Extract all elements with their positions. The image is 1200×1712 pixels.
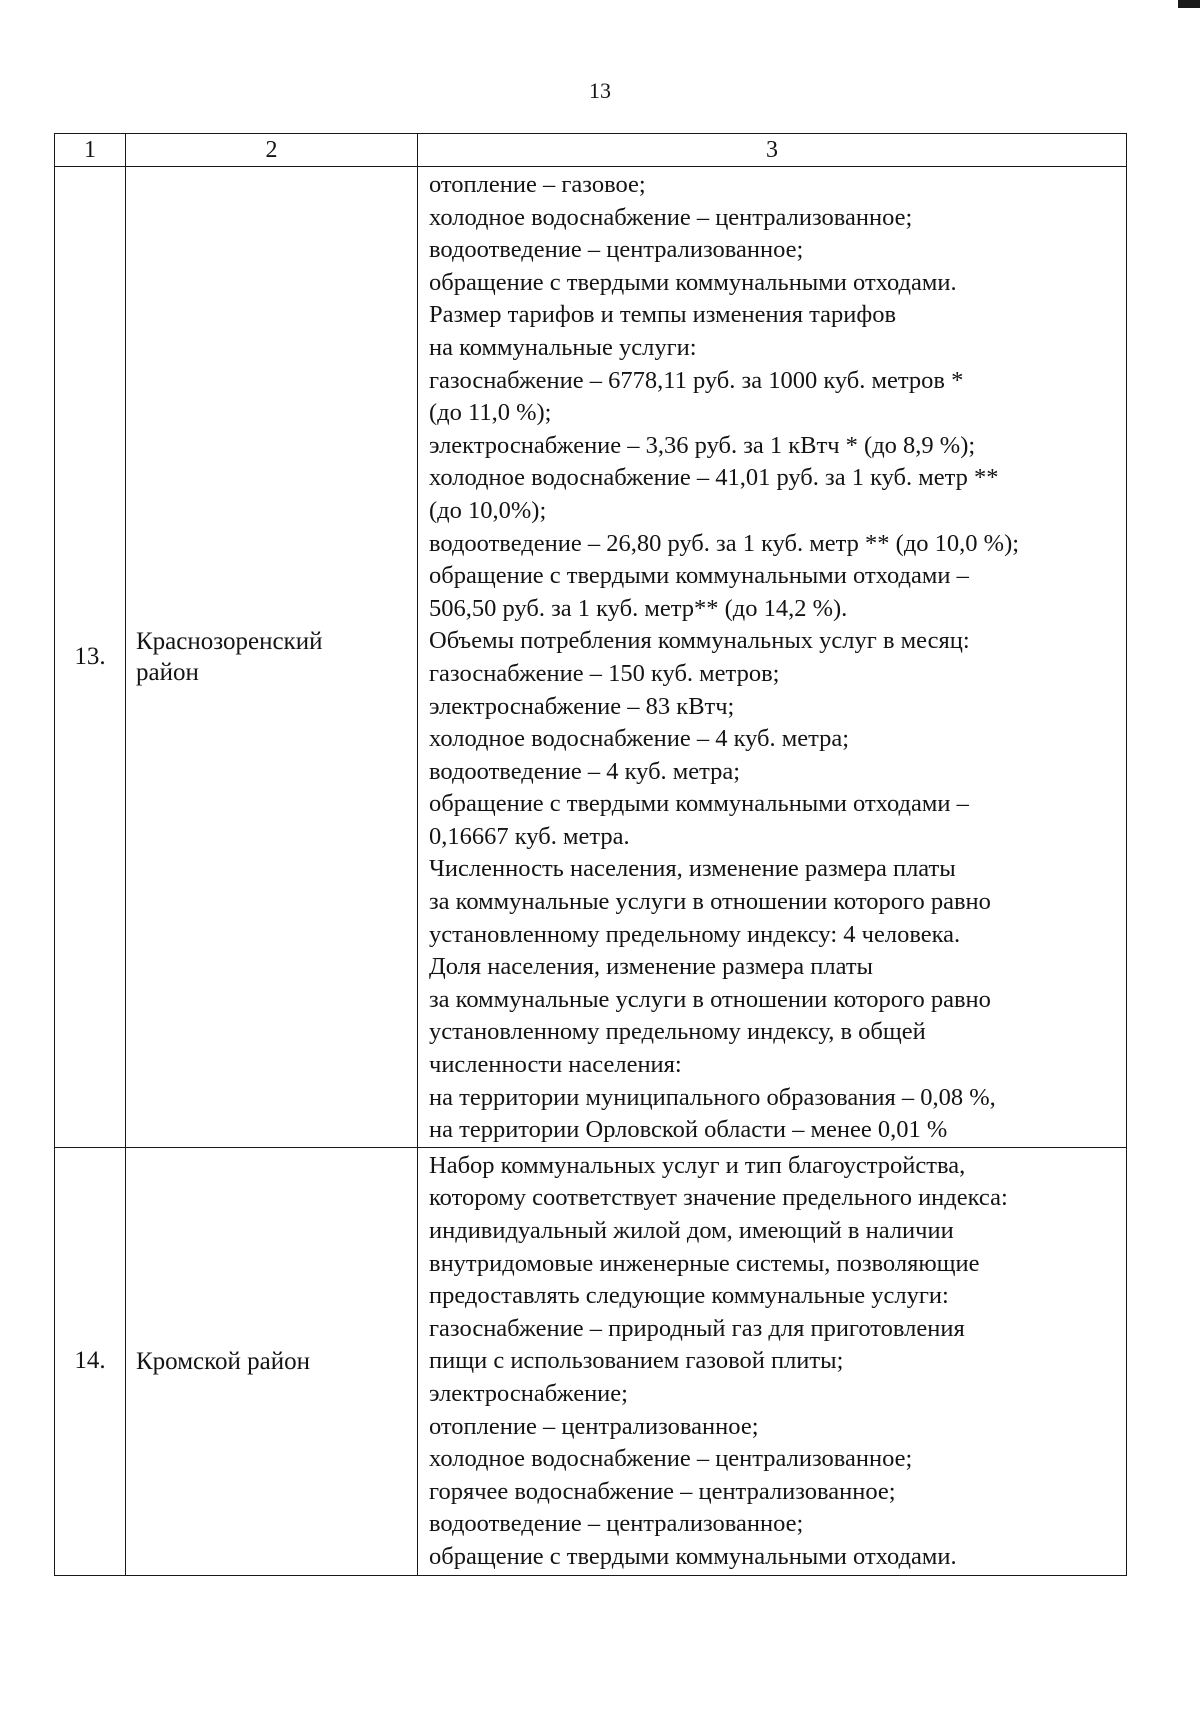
description-line: газоснабжение – 150 куб. метров; [429, 659, 780, 687]
description-line: внутридомовые инженерные системы, позволяющие [429, 1249, 980, 1277]
description-line: которому соответствует значение предельного индекса: [429, 1184, 1008, 1212]
description-line: численности населения: [429, 1051, 682, 1079]
description-line: 0,16667 куб. метра. [429, 822, 630, 850]
description-line: на территории Орловской области – менее 0,01 % [429, 1116, 948, 1144]
description-line: пищи с использованием газовой плиты; [429, 1347, 844, 1375]
description-line: предоставлять следующие коммунальные услуги: [429, 1282, 949, 1310]
description-line: за коммунальные услуги в отношении которого равно [429, 985, 991, 1013]
description-line: отопление – газовое; [429, 171, 646, 198]
description-line: Объемы потребления коммунальных услуг в месяц: [429, 627, 970, 655]
description-line: 506,50 руб. за 1 куб. метр** (до 14,2 %). [429, 594, 848, 622]
description-line: (до 10,0%); [429, 496, 547, 524]
description-line: индивидуальный жилой дом, имеющий в наличии [429, 1217, 954, 1244]
description-line: установленному предельному индексу, в общей [429, 1018, 926, 1046]
description-line: электроснабжение – 3,36 руб. за 1 кВтч * (до 8,9 %); [429, 431, 976, 459]
description-line: за коммунальные услуги в отношении которого равно [429, 888, 991, 916]
description-line: газоснабжение – природный газ для приготовления [429, 1314, 965, 1342]
description-line: водоотведение – 4 куб. метра; [429, 757, 741, 785]
description-line: холодное водоснабжение – 41,01 руб. за 1 куб. метр ** [429, 464, 999, 492]
description-cell [418, 167, 1127, 1148]
table-row-14 [55, 1147, 1127, 1575]
description-line: холодное водоснабжение – централизованное; [429, 203, 913, 231]
district-name-line: район [136, 658, 199, 686]
description-line: (до 11,0 %); [429, 399, 552, 427]
description-line: Набор коммунальных услуг и тип благоустройства, [429, 1151, 966, 1179]
description-line: Численность населения, изменение размера платы [429, 855, 956, 883]
column-header-1: 1 [55, 134, 126, 167]
description-line: Размер тарифов и темпы изменения тарифов [429, 301, 897, 329]
row-number: 14. [55, 1147, 126, 1575]
description-line: горячее водоснабжение – централизованное; [429, 1477, 896, 1505]
column-header-3: 3 [418, 134, 1127, 167]
district-name-line: Краснозоренский [136, 627, 323, 655]
district-name-line: Кромской район [136, 1347, 310, 1375]
description-line: обращение с твердыми коммунальными отходами – [429, 562, 969, 590]
table-row-13 [55, 167, 1127, 1148]
row-number: 13. [55, 167, 126, 1148]
description-line: водоотведение – централизованное; [429, 236, 804, 264]
description-line: установленному предельному индексу: 4 человека. [429, 920, 961, 948]
page-number: 13 [589, 78, 611, 103]
column-header-2: 2 [126, 134, 418, 167]
description-line: отопление – централизованное; [429, 1412, 759, 1440]
description-line: водоотведение – 26,80 руб. за 1 куб. метр ** (до 10,0 %); [429, 529, 1020, 557]
description-line: электроснабжение; [429, 1379, 628, 1407]
description-line: обращение с твердыми коммунальными отходами. [429, 268, 957, 296]
scan-corner-mark [1178, 0, 1200, 8]
description-cell [418, 1147, 1127, 1575]
description-line: холодное водоснабжение – централизованное; [429, 1445, 913, 1473]
description-line: обращение с твердыми коммунальными отходами – [429, 790, 969, 818]
description-line: на территории муниципального образования – 0,08 %, [429, 1083, 996, 1111]
district-name [126, 1147, 418, 1575]
description-line: электроснабжение – 83 кВтч; [429, 692, 735, 720]
description-line: на коммунальные услуги: [429, 333, 697, 361]
table-header-row [55, 134, 1127, 167]
description-line: холодное водоснабжение – 4 куб. метра; [429, 725, 850, 753]
district-name [126, 167, 418, 1148]
description-line: газоснабжение – 6778,11 руб. за 1000 куб. метров * [429, 366, 964, 394]
tariff-table [54, 133, 1127, 1576]
description-line: Доля населения, изменение размера платы [429, 953, 873, 981]
description-line: обращение с твердыми коммунальными отходами. [429, 1542, 957, 1570]
description-line: водоотведение – централизованное; [429, 1510, 804, 1538]
